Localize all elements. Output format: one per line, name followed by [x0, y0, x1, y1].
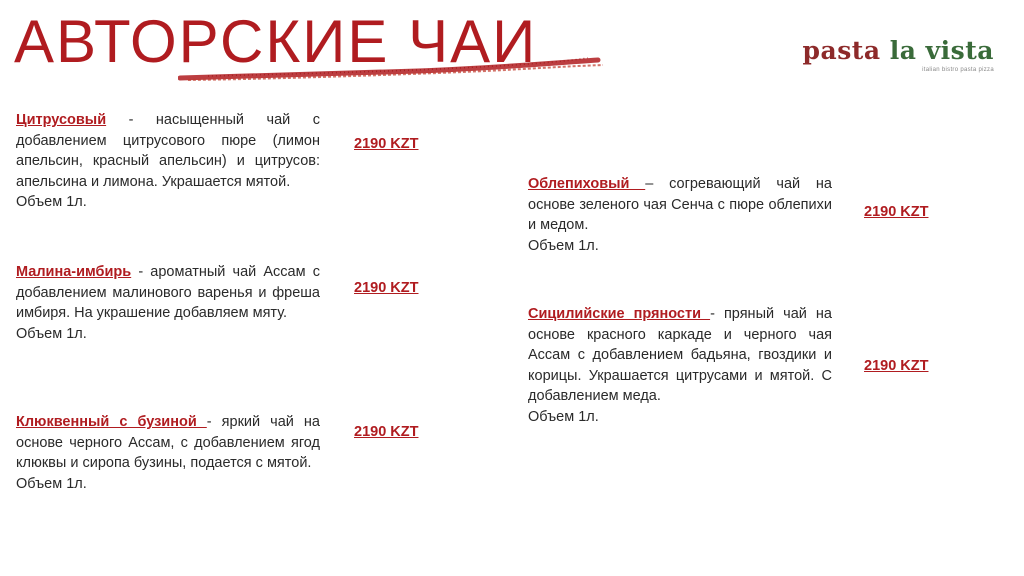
brush-stroke-decoration: [178, 56, 608, 86]
item-price: 2190 KZT: [864, 358, 929, 374]
item-description: - ароматный чай Ассам с добавлением малинового варенья и фреша имбиря. На украшение добавляем мяту.: [16, 264, 320, 321]
item-price: 2190 KZT: [354, 136, 419, 152]
item-description: - яркий чай на основе черного Ассам, с добавлением ягод клюквы и сиропа бузины, подается с мятой.: [16, 414, 320, 471]
menu-item-cranberry-elder: [16, 412, 320, 494]
menu-item-sicilian-spices: [528, 304, 832, 427]
item-volume: Объем 1л.: [16, 475, 87, 492]
item-name: Сицилийские пряности: [528, 306, 711, 322]
item-description: – согревающий чай на основе зеленого чая Сенча с пюре облепихи и медом.: [528, 176, 832, 233]
item-price: 2190 KZT: [354, 280, 419, 296]
logo-text-la-vista: la vista: [889, 36, 994, 65]
item-description: - насыщенный чай с добавлением цитрусового пюре (лимон апельсин, красный апельсин) и цитрусов: апельсина и лимона. Украшается мятой.: [16, 112, 320, 190]
menu-item-citrus: [16, 110, 320, 213]
logo-text-pasta: pasta: [802, 36, 890, 65]
menu-item-raspberry-ginger: [16, 262, 320, 344]
item-price: 2190 KZT: [864, 204, 929, 220]
logo-tagline: italian bistro pasta pizza: [922, 67, 994, 73]
item-description: - пряный чай на основе красного каркаде и черного чая Ассам с добавлением бадьяна, гвоздики и корицы. Украшается цитрусами и мятой. С добавлением меда.: [528, 306, 832, 404]
item-volume: Объем 1л.: [16, 325, 87, 342]
item-name: Клюквенный с бузиной: [16, 414, 207, 430]
brand-logo: [803, 36, 994, 73]
item-name: Цитрусовый: [16, 112, 107, 128]
page-title: АВТОРСКИЕ ЧАИ: [14, 8, 538, 75]
item-volume: Объем 1л.: [528, 408, 599, 425]
menu-item-sea-buckthorn: [528, 174, 832, 256]
item-volume: Объем 1л.: [16, 194, 87, 210]
item-name: Малина-имбирь: [16, 264, 132, 280]
item-volume: Объем 1л.: [528, 237, 599, 254]
item-price: 2190 KZT: [354, 424, 419, 440]
item-name: Облепиховый: [528, 176, 646, 192]
